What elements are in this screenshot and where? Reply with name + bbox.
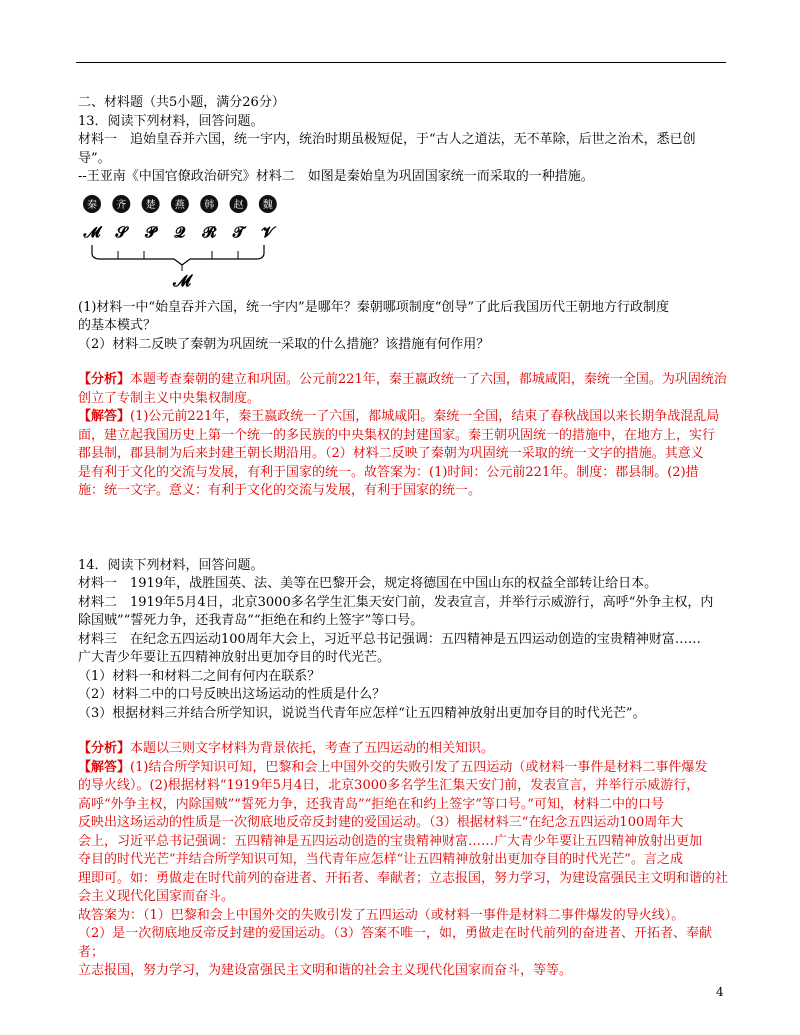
q14-final-line1: 故答案为：（1）巴黎和会上中国外交的失败引发了五四运动（或材料一事件是材料二事件爆发的导火线）。 (78, 907, 685, 923)
q13-analysis-line2: 创立了专制主义中央集权制度。 (78, 390, 261, 406)
q14-question1: （1）材料一和材料二之间有何内在联系？ (78, 668, 321, 684)
seal-script-glyph: 𝓥 (261, 222, 275, 241)
seal-script-glyph: 𝓣 (232, 222, 245, 241)
state-label: 秦 (87, 199, 97, 211)
q13-material1-line2: 导”。 (78, 150, 111, 166)
q13-question1-line2: 的基本模式？ (78, 318, 157, 333)
q14-material2-line2: 除国贼”“誓死力争，还我青岛”“拒绝在和约上签字”等口号。 (78, 613, 424, 628)
unified-script-glyph: 𝓜 (173, 270, 191, 289)
q13-answer: 【解答】(1)公元前221年，秦王嬴政统一了六国，都城咸阳。秦统一全国，结束了春秋战国以来长期争战混乱局 (78, 409, 720, 424)
q14-analysis: 【分析】本题以三则文字材料为背景依托，考查了五四运动的相关知识。 (78, 741, 495, 756)
q14-answer: 【解答】(1)结合所学知识可知，巴黎和会上中国外交的失败引发了五四运动（或材料一事件是材料二事件爆发 (78, 759, 708, 775)
q13-material2: --王亚南《中国官僚政治研究》材料二 如图是秦始皇为巩固国家统一而采取的一种措施。 (78, 169, 594, 184)
q13-answer-line3: 郡县制，郡县制为后来封建王朝长期沿用。（2）材料二反映了秦朝为巩固统一采取的统一文字的措施。其意义 (78, 446, 704, 461)
state-label: 韩 (204, 199, 215, 211)
q14-answer-line5: 会上，习近平总书记强调：五四精神是五四运动创造的宝贵精神财富……广大青少年要让五四精神放射出更加 (78, 833, 703, 849)
q14-answer-line6: 夺目的时代光芒”并结合所学知识可知，当代青年应怎样“让五四精神放射出更加夺目的时代光芒”。言之成 (78, 852, 683, 867)
q14-stem: 14．阅读下列材料，回答问题。 (78, 557, 264, 573)
seal-script-diagram (78, 193, 318, 289)
state-label: 燕 (174, 199, 185, 211)
q14-final-line3: 立志报国，努力学习，为建设富强民主文明和谐的社会主义现代化国家而奋斗，等等。 (78, 963, 573, 978)
q14-material3-line1: 材料三 在纪念五四运动100周年大会上，习近平总书记强调：五四精神是五四运动创造的宝贵精神财富…… (78, 631, 701, 647)
q13-stem: 13．阅读下列材料，回答问题。 (78, 113, 264, 129)
state-label: 魏 (262, 199, 273, 211)
seal-script-glyph: 𝓜 (83, 222, 101, 241)
answer-label: 【解答】 (78, 409, 131, 424)
q14-answer-line2: 的导火线）。(2)根据材料“1919年5月4日，北京3000多名学生汇集天安门前，发表宣言，并举行示威游行， (78, 778, 700, 793)
answer-label: 【解答】 (78, 759, 131, 775)
q14-answer-line8: 会主义现代化国家而奋斗。 (78, 889, 235, 904)
q13-analysis: 【分析】本题考查秦朝的建立和巩固。公元前221年，秦王嬴政统一了六国，都城咸阳，秦统一全国。为巩固统治 (78, 372, 727, 387)
seal-script-figure (78, 193, 318, 289)
q14-answer-line7: 理即可。如：勇做走在时代前列的奋进者、开拓者、奉献者；立志报国，努力学习，为建设富强民主文明和谐的社 (78, 870, 729, 886)
seal-script-glyph: 𝓢 (115, 222, 128, 241)
state-label: 齐 (116, 199, 127, 211)
q13-answer-line4: 是有利于文化的交流与发展，有利于国家的统一。故答案为：(1)时间：公元前221年。制度：郡县制。(2)措 (78, 464, 699, 480)
q14-answer-line3: 高呼“外争主权，内除国贼”“誓死力争，还我青岛”“拒绝在和约上签字”等口号。”可知，材料二中的口号 (78, 796, 665, 812)
q14-answer-line4: 反映出这场运动的性质是一次彻底地反帝反封建的爱国运动。（3）根据材料三“在纪念五四运动100周年大 (78, 815, 684, 830)
q14-question3: （3）根据材料三并结合所学知识，说说当代青年应怎样“让五四精神放射出更加夺目的时代光芒”。 (78, 705, 646, 721)
q14-material1: 材料一 1919年，战胜国英、法、美等在巴黎开会，规定将德国在中国山东的权益全部转让给日本。 (78, 576, 658, 591)
q13-material1-line1: 材料一 追始皇吞并六国，统一宇内，统治时期虽极短促，于“古人之道法，无不革除，后世之治术，悉已创 (78, 132, 696, 147)
seal-script-glyph: 𝓡 (202, 222, 217, 241)
state-label: 楚 (145, 199, 156, 211)
q13-answer-line2: 面，建立起我国历史上第一个统一的多民族的中央集权的封建国家。秦王朝巩固统一的措施中，在地方上，实行 (78, 427, 716, 443)
q14-material3-line2: 广大青少年要让五四精神放射出更加夺目的时代光芒。 (78, 650, 391, 665)
q14-final-line2: （2）是一次彻底地反帝反封建的爱国运动。（3）答案不唯一，如，勇做走在时代前列的奋进者、开拓者、奉献者； (78, 926, 713, 960)
content-body (78, 94, 728, 981)
q14-material2-line1: 材料二 1919年5月4日，北京3000多名学生汇集天安门前，发表宣言，并举行示威游行，高呼“外争主权，内 (78, 594, 714, 610)
q13-answer-line5: 施：统一文字。意义：有利于文化的交流与发展，有利于国家的统一。 (78, 483, 482, 498)
page-number: 4 (716, 985, 724, 999)
header-rule (76, 62, 726, 63)
q13-question2: （2）材料二反映了秦朝为巩固统一采取的什么措施？该措施有何作用？ (78, 336, 490, 352)
seal-script-glyph: 𝓠 (174, 222, 186, 241)
seal-script-glyph: 𝓟 (145, 222, 157, 241)
q13-question1-line1: (1)材料一中“始皇吞并六国，统一宇内”是哪年？秦朝哪项制度“创导”了此后我国历代王朝地方行政制度 (78, 299, 669, 315)
analysis-label: 【分析】 (78, 741, 131, 756)
q14-question2: （2）材料二中的口号反映出这场运动的性质是什么？ (78, 687, 386, 702)
state-label: 赵 (233, 199, 244, 211)
section-title: 二、材料题（共5小题，满分26分） (78, 95, 285, 110)
analysis-label: 【分析】 (78, 372, 131, 387)
